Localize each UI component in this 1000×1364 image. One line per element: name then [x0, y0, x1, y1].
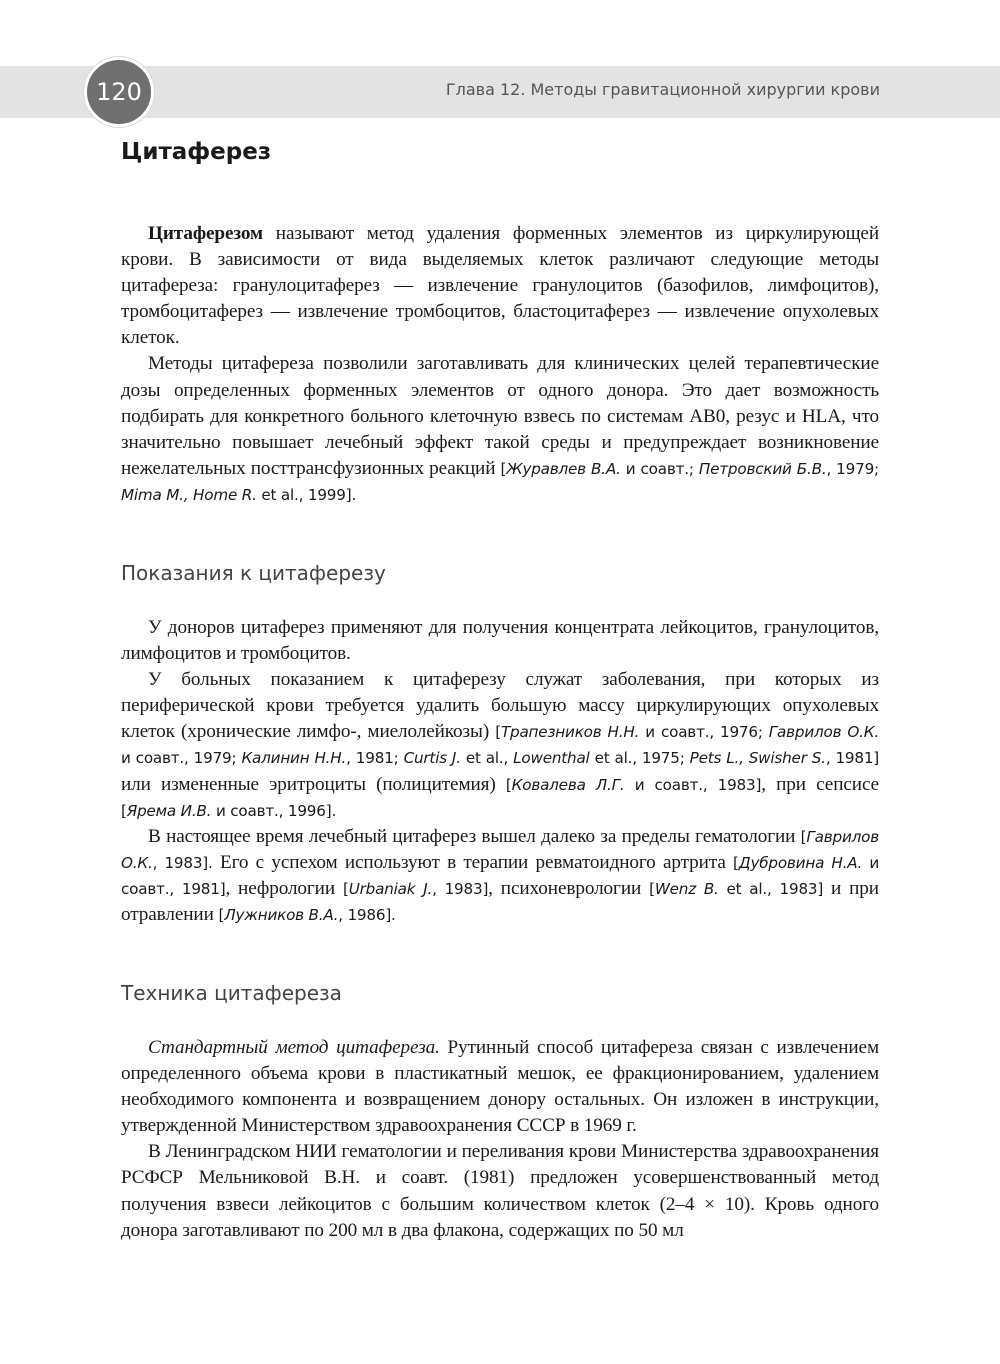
technique-text — [121, 1035, 879, 1244]
reference: [Гаврилов О.К., 1983]. — [121, 827, 879, 872]
reference: [Wenz B. et al., 1983] — [649, 879, 824, 898]
reference: [Журавлев В.А. и соавт.; Петровский Б.В., 1979; Mima M., Home R. et al., 1999]. — [121, 459, 879, 504]
reference: [Лужников В.А., 1986]. — [218, 906, 396, 925]
reference: [Urbaniak J., 1983] — [342, 879, 489, 898]
technique-paragraph-1: Стандартный метод цитафереза. Рутинный способ цитафереза связан с извлечением определенного объема крови в пластикатный мешок, ее фракционированием, удалением необходимого компонента и возвращением донору остальных. Он изложен в инструкции, утвержденной Министерством здравоохранения СССР в 1969 г. — [121, 1037, 880, 1137]
reference: [Дубровина Н.А. и соавт., 1981] — [121, 853, 879, 898]
reference: [Ярема И.В. и соавт., 1996]. — [121, 801, 337, 820]
intro-text — [121, 221, 879, 508]
section-heading-indications: Показания к цитаферезу — [121, 561, 386, 585]
intro-paragraph-1: Цитаферезом называют метод удаления форменных элементов из циркулирующей крови. В зависимости от вида выделяемых клеток различают следующие методы цитафереза: гранулоцитаферез — извлечение гранулоцитов (базофилов, лимфоцитов), тромбоцитаферез — извлечение тромбоцитов, бластоцитаферез — извлечение опухолевых клеток. — [121, 223, 879, 349]
indications-paragraph-2: У больных показанием к цитаферезу служат заболевания, при которых из периферической крови требуется удалить большую массу циркулирующих опухолевых клеток (хронические лимфо-, миелолейкозы) [Трапезников Н.Н. и соавт., 1976; Гаврилов О.К. и соавт., 1979; Калинин Н.Н., 1981; Curtis J. et al., Lowenthal et al., 1975; Pets L., Swisher S., 1981] или измененные эритроциты (полицитемия) [Ковалева Л.Г. и соавт., 1983], при сепсисе [Ярема И.В. и соавт., 1996]. — [121, 669, 880, 820]
page-number-badge: 120 — [84, 57, 154, 127]
intro-paragraph-2: Методы цитафереза позволили заготавливать для клинических целей терапевтические дозы определенных форменных элементов от одного донора. Это дает возможность подбирать для конкретного больного клеточную взвесь по системам АВ0, резус и HLA, что значительно повышает лечебный эффект такой среды и предупреждает возникновение нежелательных посттрансфузионных реакций [Журавлев В.А. и соавт.; Петровский Б.В., 1979; Mima M., Home R. et al., 1999]. — [121, 353, 879, 504]
indications-text — [121, 615, 879, 928]
reference: [Ковалева Л.Г. и соавт., 1983] — [505, 775, 762, 794]
indications-paragraph-1: У доноров цитаферез применяют для получения концентрата лейкоцитов, гранулоцитов, лимфоцитов и тромбоцитов. — [121, 617, 879, 665]
section-heading-technique: Техника цитафереза — [121, 981, 342, 1005]
indications-paragraph-3: В настоящее время лечебный цитаферез вышел далеко за пределы гематологии [Гаврилов О.К., 1983]. Его с успехом используют в терапии ревматоидного артрита [Дубровина Н.А. и соавт., 1981], нефрологии [Urbaniak J., 1983], психоневрологии [Wenz B. et al., 1983] и при отравлении [Лужников В.А., 1986]. — [121, 825, 879, 926]
running-head: Глава 12. Методы гравитационной хирургии крови — [445, 80, 880, 99]
term-citapheresis: Цитаферезом — [148, 223, 264, 244]
reference: [Трапезников Н.Н. и соавт., 1976; Гаврилов О.К. и соавт., 1979; Калинин Н.Н., 1981; Curtis J. et al., Lowenthal et al., 1975; Pets L., Swisher S., 1981] — [121, 723, 880, 768]
technique-paragraph-2: В Ленинградском НИИ гематологии и переливания крови Министерства здравоохранения РСФСР Мельниковой В.Н. и соавт. (1981) предложен усовершенствованный метод получения взвеси лейкоцитов с большим количеством клеток (2–4 × 10). Кровь одного донора заготавливают по 200 мл в два флакона, содержащих по 50 мл — [121, 1141, 879, 1241]
chapter-title: Цитаферез — [121, 139, 272, 165]
lead-in: Стандартный метод цитафереза. — [148, 1037, 440, 1058]
